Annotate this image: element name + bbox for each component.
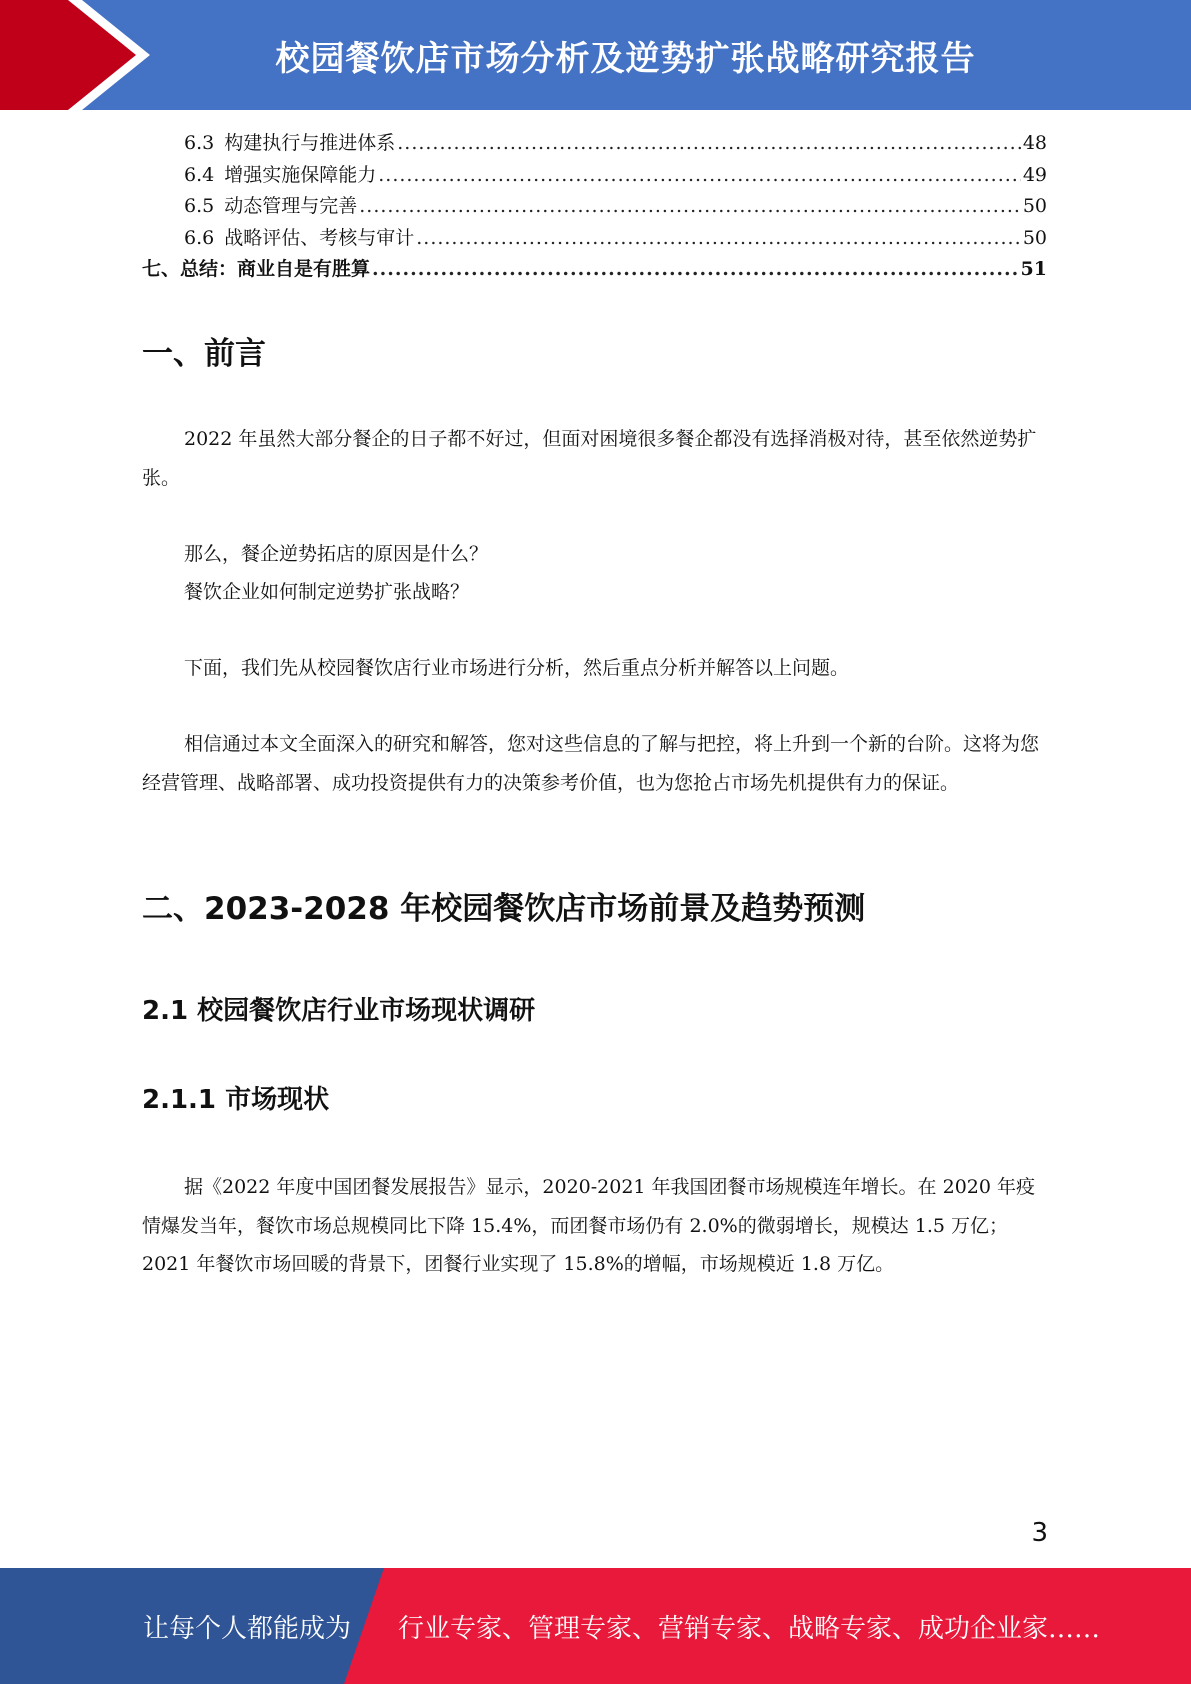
toc-number: 6.3 [184,132,215,154]
toc-leader-dots [397,132,1021,154]
paragraph: 2022 年虽然大部分餐企的日子都不好过，但面对困境很多餐企都没有选择消极对待，甚至依然逆势扩张。 [142,428,1037,489]
footer-band [0,1568,1191,1684]
report-title: 校园餐饮店市场分析及逆势扩张战略研究报告 [275,38,976,79]
toc-entry[interactable] [142,160,1047,192]
table-of-contents [142,128,1047,286]
toc-page: 51 [1020,258,1047,280]
section-heading: 二、2023-2028 年校园餐饮店市场前景及趋势预测 [142,891,866,927]
toc-page: 50 [1022,226,1047,249]
footer-slogan-left: 让每个人都能成为 [143,1613,352,1644]
paragraph: 餐饮企业如何制定逆势扩张战略？ [184,581,470,603]
toc-number: 6.4 [184,163,215,186]
header-band [0,0,1191,110]
toc-entry[interactable] [142,223,1047,255]
toc-number: 6.5 [184,195,215,217]
toc-label: 七、总结：商业自是有胜算 [142,258,371,280]
toc-leader-dots [416,227,1021,249]
toc-label: 构建执行与推进体系 [224,132,396,154]
toc-entry[interactable] [142,254,1047,286]
page-content [142,128,1047,1275]
paragraph: 下面，我们先从校园餐饮店行业市场进行分析，然后重点分析并解答以上问题。 [184,657,850,679]
paragraph: 据《2022 年度中国团餐发展报告》显示，2020-2021 年我国团餐市场规模连年增长。在 2020 年疫情爆发当年，餐饮市场总规模同比下降 15.4%，而团餐市场仍有 2.0%的微弱增长，规模达 1.5 万亿；2021 年餐饮市场回暖的背景下，团餐行业实现了 15.8%的增幅，市场规模近 1.8 万亿。 [142,1176,1035,1275]
toc-page: 49 [1022,163,1047,186]
footer-slogan-right: 行业专家、管理专家、营销专家、战略专家、成功企业家…… [398,1613,1101,1644]
section-heading: 一、前言 [142,336,266,372]
paragraph: 那么，餐企逆势拓店的原因是什么？ [184,543,489,565]
toc-number: 6.6 [184,226,215,249]
subsection-heading: 2.1 校园餐饮店行业市场现状调研 [142,996,536,1026]
page-number: 3 [1031,1518,1048,1548]
toc-page: 48 [1022,132,1047,154]
toc-leader-dots [378,164,1021,186]
toc-page: 50 [1022,195,1047,217]
toc-leader-dots [372,258,1019,280]
toc-entry[interactable] [142,191,1047,223]
toc-label: 动态管理与完善 [224,195,358,217]
subsubsection-heading: 2.1.1 市场现状 [142,1085,330,1115]
toc-entry[interactable] [142,128,1047,160]
paragraph: 相信通过本文全面深入的研究和解答，您对这些信息的了解与把控，将上升到一个新的台阶。这将为您经营管理、战略部署、成功投资提供有力的决策参考价值，也为您抢占市场先机提供有力的保证。 [142,733,1040,794]
toc-label: 战略评估、考核与审计 [224,226,415,249]
toc-label: 增强实施保障能力 [224,163,377,186]
toc-leader-dots [359,195,1021,217]
